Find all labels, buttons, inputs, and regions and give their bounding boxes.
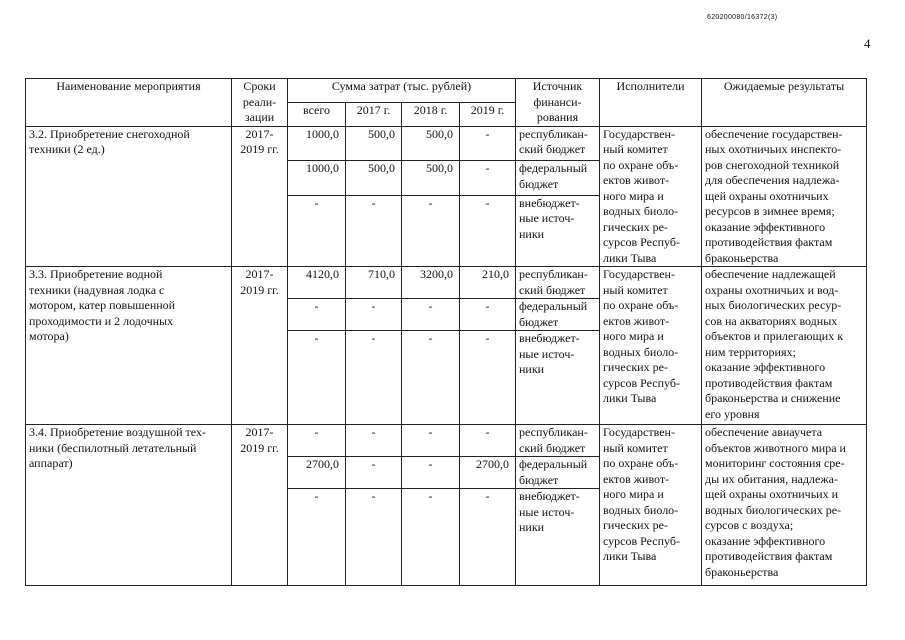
expected-result-line: противодействия фактам (705, 549, 833, 563)
expected-result-line: браконьерства (705, 564, 779, 579)
expected-result-line: браконьерства и снижение (705, 391, 841, 405)
cost-y2018: - (402, 457, 460, 489)
cost-total: 1000,0 (288, 126, 346, 161)
cost-y2017: - (346, 299, 402, 331)
cost-total: - (288, 425, 346, 457)
funding-source (516, 161, 600, 196)
header-line: зации (244, 110, 275, 124)
cost-y2017: - (346, 457, 402, 489)
measure-name-line: техники (2 ед.) (29, 142, 105, 156)
expected-result-line: ресурсов в зимнее время; (705, 204, 835, 218)
cost-y2018: - (402, 489, 460, 586)
measure-name-line: мотором, катер повышенной (29, 298, 176, 312)
executor-line: ного мира и (603, 329, 664, 343)
funding-source-line: федеральный (519, 161, 588, 176)
measures-table (25, 78, 867, 586)
cost-y2017: 710,0 (346, 267, 402, 299)
executor-line: ектов живот- (603, 173, 670, 187)
executor (600, 126, 702, 267)
executor-line: гических ре- (603, 219, 668, 234)
executor-line: ного мира и (603, 487, 664, 501)
funding-source-line: внебюджет- (519, 195, 580, 210)
header-line: рования (536, 110, 579, 124)
header-2019: 2019 г. (460, 102, 516, 126)
funding-source (516, 331, 600, 425)
executor-line: гических ре- (603, 360, 668, 374)
cost-total: - (288, 331, 346, 425)
executor-line: ектов живот- (603, 313, 670, 328)
measure-name-line: аппарат) (29, 456, 73, 470)
funding-source-line: ные источ- (519, 504, 575, 519)
expected-result-line: сов на акваториях водных (705, 313, 838, 328)
expected-result-line: водных биологических ре- (705, 502, 842, 517)
funding-source-line: ные источ- (519, 211, 575, 226)
cost-y2018: - (402, 195, 460, 266)
header-line: Сроки (243, 79, 276, 93)
executor-line: ный комитет (603, 440, 668, 455)
cost-y2019: - (460, 425, 516, 457)
funding-source (516, 457, 600, 489)
measure-name (26, 126, 232, 267)
header-line: реали- (242, 94, 277, 109)
cost-total: 2700,0 (288, 457, 346, 489)
measure-term-line: 2019 гг. (240, 142, 279, 156)
expected-result (702, 267, 867, 425)
measure-term (232, 126, 288, 267)
funding-source (516, 267, 600, 299)
funding-source-line: бюджет (519, 472, 559, 487)
executor-line: водных биоло- (603, 344, 679, 359)
table-row (26, 126, 867, 161)
expected-result-line: охраны охотничьих и вод- (705, 282, 839, 297)
expected-result-line: ров снегоходной техникой (705, 157, 840, 172)
expected-result-line: оказание эффективного (705, 219, 826, 234)
expected-result-line: щей охраны охотничьих и (705, 487, 839, 501)
header-2018: 2018 г. (402, 102, 460, 126)
measure-term-line: 2017- (245, 425, 274, 439)
expected-result-line: обеспечение государствен- (705, 126, 843, 141)
funding-source (516, 299, 600, 331)
cost-y2019: - (460, 195, 516, 266)
cost-y2019: - (460, 331, 516, 425)
expected-result-line: противодействия фактам (705, 375, 833, 390)
header-costs: Сумма затрат (тыс. рублей) (288, 79, 516, 103)
expected-result-line: оказание эффективного (705, 533, 826, 548)
executor-line: по охране объ- (603, 298, 679, 312)
cost-y2018: - (402, 299, 460, 331)
executor-line: Государствен- (603, 267, 675, 281)
cost-y2018: 500,0 (402, 126, 460, 161)
measure-term-line: 2019 гг. (240, 440, 279, 455)
measure-name-line: 3.2. Приобретение снегоходной (29, 126, 190, 141)
cost-y2017: - (346, 489, 402, 586)
executor-line: ный комитет (603, 282, 668, 297)
executor-line: ного мира и (603, 188, 664, 203)
cost-y2018: 500,0 (402, 161, 460, 196)
funding-source-line: внебюджет- (519, 331, 580, 345)
executor-line: по охране объ- (603, 157, 679, 172)
header-name: Наименование мероприятия (26, 79, 232, 127)
expected-result-line: браконьерства (705, 250, 779, 265)
page-number: 4 (864, 36, 871, 51)
executor-line: по охране объ- (603, 456, 679, 470)
expected-result (702, 126, 867, 267)
document-id: 620200080/16372(3) (707, 14, 778, 21)
executor-line: водных биоло- (603, 502, 679, 517)
cost-y2019: 2700,0 (460, 457, 516, 489)
funding-source (516, 195, 600, 266)
header-results: Ожидаемые результаты (702, 79, 867, 127)
funding-source-line: ники (519, 520, 545, 534)
expected-result-line: обеспечение авиаучета (705, 425, 823, 439)
expected-result-line: для обеспечения надлежа- (705, 173, 840, 187)
cost-total: 4120,0 (288, 267, 346, 299)
header-terms (232, 79, 288, 127)
executor (600, 425, 702, 586)
expected-result-line: щей охраны охотничьих (705, 188, 829, 203)
funding-source-line: бюджет (519, 314, 559, 329)
cost-y2017: - (346, 331, 402, 425)
funding-source-line: республикан- (519, 267, 588, 281)
header-line: финанси- (533, 94, 582, 109)
expected-result-line: объектов животного мира и (705, 440, 846, 455)
expected-result-line: противодействия фактам (705, 235, 833, 249)
executor-line: лики Тыва (603, 549, 657, 563)
executor-line: Государствен- (603, 126, 675, 141)
executor-line: водных биоло- (603, 204, 679, 218)
funding-source-line: федеральный (519, 457, 588, 471)
funding-source-line: ники (519, 226, 545, 241)
table-row (26, 425, 867, 457)
expected-result-line: объектов и прилегающих к (705, 329, 844, 343)
cost-y2017: - (346, 425, 402, 457)
expected-result-line: ных биологических ресур- (705, 298, 842, 312)
expected-result-line: мониторинг состояния сре- (705, 456, 845, 470)
measure-name-line: техники (надувная лодка с (29, 282, 165, 297)
executor-line: лики Тыва (603, 391, 657, 405)
executor-line: сурсов Респуб- (603, 235, 680, 249)
measure-name-line: проходимости и 2 лодочных (29, 313, 174, 328)
executor-line: гических ре- (603, 518, 668, 532)
expected-result-line: сурсов с воздуха; (705, 518, 794, 532)
expected-result-line: ним территориях; (705, 344, 796, 359)
funding-source (516, 126, 600, 161)
cost-y2017: 500,0 (346, 161, 402, 196)
header-line: Источник (532, 79, 583, 93)
funding-source-line: ные источ- (519, 346, 575, 361)
funding-source-line: внебюджет- (519, 489, 580, 503)
measure-name (26, 267, 232, 425)
expected-result-line: обеспечение надлежащей (705, 267, 836, 281)
measure-name-line: ники (беспилотный летательный (29, 440, 197, 455)
funding-source-line: ский бюджет (519, 142, 586, 156)
measure-term (232, 267, 288, 425)
cost-total: - (288, 195, 346, 266)
cost-y2018: 3200,0 (402, 267, 460, 299)
header-row-1 (26, 79, 867, 103)
expected-result-line: ды их обитания, надлежа- (705, 471, 838, 486)
funding-source-line: бюджет (519, 176, 559, 191)
header-executors: Исполнители (600, 79, 702, 127)
executor-line: ный комитет (603, 142, 668, 156)
funding-source-line: ский бюджет (519, 282, 586, 297)
table-row (26, 267, 867, 299)
cost-y2019: - (460, 126, 516, 161)
header-2017: 2017 г. (346, 102, 402, 126)
cost-y2018: - (402, 425, 460, 457)
measure-term-line: 2017- (245, 267, 274, 281)
header-total: всего (288, 102, 346, 126)
cost-y2017: - (346, 195, 402, 266)
cost-y2017: 500,0 (346, 126, 402, 161)
cost-y2019: - (460, 299, 516, 331)
measure-name-line: 3.4. Приобретение воздушной тех- (29, 425, 206, 439)
funding-source-line: федеральный (519, 299, 588, 313)
funding-source-line: ский бюджет (519, 440, 586, 455)
expected-result-line: оказание эффективного (705, 360, 826, 374)
cost-y2019: 210,0 (460, 267, 516, 299)
measure-name (26, 425, 232, 586)
measure-term (232, 425, 288, 586)
executor (600, 267, 702, 425)
cost-y2019: - (460, 161, 516, 196)
executor-line: ектов живот- (603, 471, 670, 486)
expected-result-line: ных охотничьих инспекто- (705, 142, 842, 156)
funding-source-line: республикан- (519, 425, 588, 439)
expected-result (702, 425, 867, 586)
executor-line: сурсов Респуб- (603, 533, 680, 548)
cost-y2018: - (402, 331, 460, 425)
funding-source-line: республикан- (519, 126, 588, 141)
funding-source (516, 425, 600, 457)
measure-term-line: 2017- (245, 126, 274, 141)
cost-total: - (288, 299, 346, 331)
measure-name-line: 3.3. Приобретение водной (29, 267, 163, 281)
measure-term-line: 2019 гг. (240, 282, 279, 297)
funding-source (516, 489, 600, 586)
executor-line: сурсов Респуб- (603, 375, 680, 390)
cost-total: - (288, 489, 346, 586)
cost-y2019: - (460, 489, 516, 586)
executor-line: лики Тыва (603, 250, 657, 265)
cost-total: 1000,0 (288, 161, 346, 196)
expected-result-line: его уровня (705, 406, 760, 421)
funding-source-line: ники (519, 362, 545, 376)
measure-name-line: мотора) (29, 329, 69, 343)
header-source (516, 79, 600, 127)
executor-line: Государствен- (603, 425, 675, 439)
